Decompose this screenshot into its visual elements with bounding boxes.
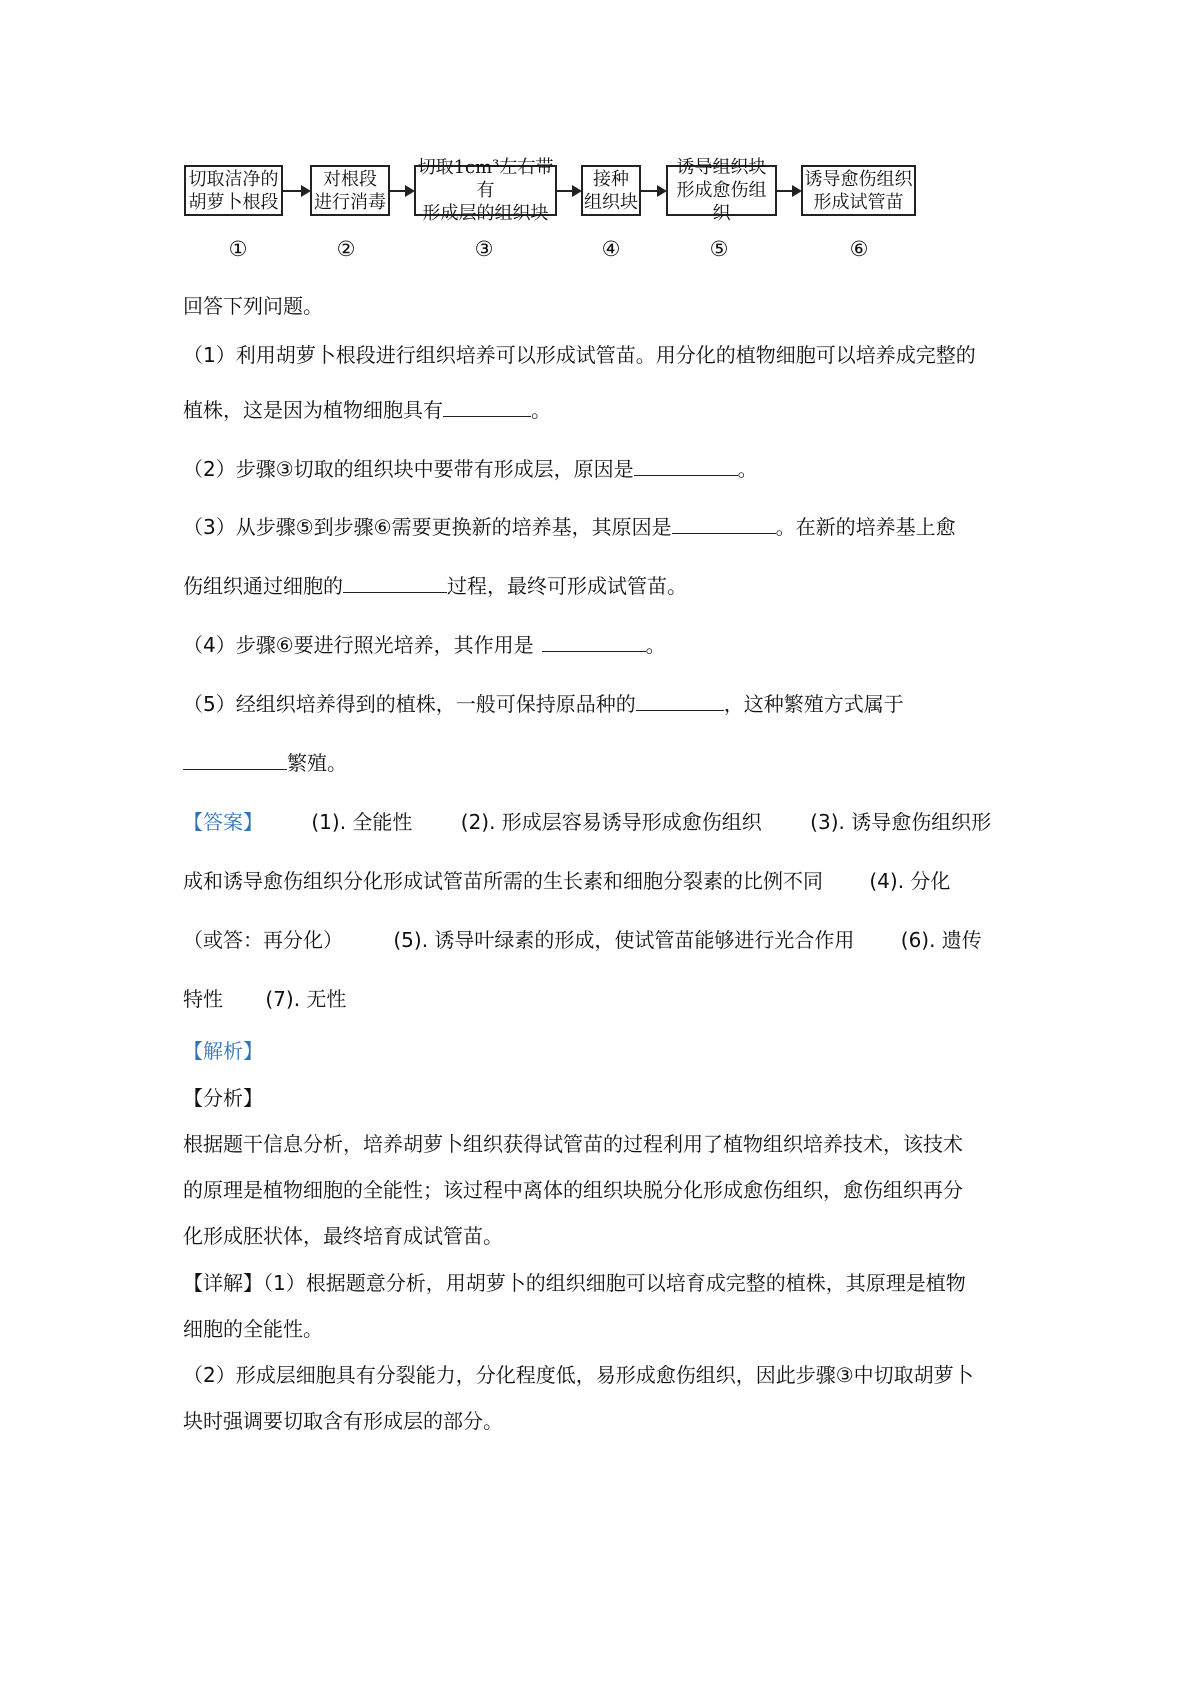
question-text: （3）从步骤⑤到步骤⑥需要更换新的培养基，其原因是 xyxy=(183,515,672,539)
answer-item: (5). 诱导叶绿素的形成，使试管苗能够进行光合作用 xyxy=(393,928,855,952)
answer-line-4 xyxy=(183,983,1029,1012)
answer-blank xyxy=(634,457,738,476)
flow-step-text: 切取洁净的 xyxy=(188,168,279,190)
answer-blank xyxy=(672,515,776,534)
flow-step-5 xyxy=(666,157,777,224)
answer-line-1 xyxy=(183,806,1029,835)
answer-item: (6). 遗传 xyxy=(900,928,982,952)
detail-line: （2）形成层细胞具有分裂能力，分化程度低，易形成愈伤组织，因此步骤③中切取胡萝卜 xyxy=(183,1363,974,1387)
answer-item: 特性 xyxy=(183,987,223,1011)
flow-step-text: 对根段 xyxy=(323,168,377,190)
question-text: 。 xyxy=(531,398,551,422)
detail-line: 块时强调要切取含有形成层的部分。 xyxy=(183,1409,503,1433)
question-5-line-2 xyxy=(183,747,1029,776)
question-text: （5）经组织培养得到的植株，一般可保持原品种的 xyxy=(183,692,636,716)
detail-line xyxy=(183,1267,1029,1296)
answer-line-2 xyxy=(183,865,1029,894)
question-text: 。在新的培养基上愈 xyxy=(775,515,956,539)
question-text: 。 xyxy=(645,633,666,657)
flow-step-text: 形成愈伤组织 xyxy=(676,180,767,224)
answer-item: (4). 分化 xyxy=(869,869,951,893)
flow-arrow xyxy=(283,190,309,192)
flow-step-text: 形成层的组织块 xyxy=(422,203,549,224)
question-5-line-1 xyxy=(183,688,1029,717)
answer-blank xyxy=(636,692,724,711)
question-2 xyxy=(183,453,1029,482)
flow-step-text: 接种 xyxy=(593,168,629,190)
flow-step-number: ② xyxy=(336,237,356,261)
question-text: （2）步骤③切取的组织块中要带有形成层，原因是 xyxy=(183,457,634,481)
flow-step-text: 切取1cm³左右带有 xyxy=(417,157,554,201)
analysis-sub-label: 【分析】 xyxy=(183,1086,263,1110)
analysis-paragraph: 化形成胚状体，最终培育成试管苗。 xyxy=(183,1224,503,1248)
flow-step-1 xyxy=(184,165,283,216)
flow-step-4 xyxy=(581,165,641,216)
flow-step-number: ① xyxy=(228,237,248,261)
question-1-line-2 xyxy=(183,394,1029,423)
detail-label: 【详解】 xyxy=(183,1271,263,1295)
flow-step-text: 组织块 xyxy=(584,191,638,213)
answer-item: (7). 无性 xyxy=(265,987,347,1011)
flow-arrow xyxy=(777,190,800,192)
detail-line: 细胞的全能性。 xyxy=(183,1317,323,1341)
flow-step-number: ⑥ xyxy=(849,237,869,261)
flow-arrow xyxy=(557,190,580,192)
answer-blank xyxy=(443,398,531,417)
answer-line-3 xyxy=(183,924,1029,953)
question-text: 植株，这是因为植物细胞具有 xyxy=(183,398,443,422)
flow-step-text: 诱导组织块 xyxy=(676,157,767,178)
flow-step-3 xyxy=(414,157,557,224)
flow-step-6 xyxy=(801,165,916,216)
question-1-line-1: （1）利用胡萝卜根段进行组织培养可以形成试管苗。用分化的植物细胞可以培养成完整的 xyxy=(183,343,976,367)
question-4 xyxy=(183,629,1029,658)
detail-text: （1）根据题意分析，用胡萝卜的组织细胞可以培育成完整的植株，其原理是植物 xyxy=(263,1271,966,1295)
flow-step-text: 胡萝卜根段 xyxy=(188,191,279,213)
flow-step-text: 形成试管苗 xyxy=(813,191,904,213)
flow-step-number: ④ xyxy=(601,237,621,261)
question-text: ，这种繁殖方式属于 xyxy=(723,692,904,716)
question-text: 繁殖。 xyxy=(287,751,347,775)
flow-step-number: ⑤ xyxy=(709,237,729,261)
answer-blank xyxy=(343,574,447,593)
question-text: （4）步骤⑥要进行照光培养，其作用是 xyxy=(183,633,534,657)
flow-step-2 xyxy=(310,165,390,216)
answer-item: 成和诱导愈伤组织分化形成试管苗所需的生长素和细胞分裂素的比例不同 xyxy=(183,869,823,893)
analysis-paragraph: 根据题干信息分析，培养胡萝卜组织获得试管苗的过程利用了植物组织培养技术，该技术 xyxy=(183,1132,963,1156)
flow-step-text: 诱导愈伤组织 xyxy=(804,168,913,190)
answer-item: （或答：再分化） xyxy=(183,928,343,952)
answer-item: (3). 诱导愈伤组织形 xyxy=(810,810,992,834)
question-3-line-1 xyxy=(183,511,1029,540)
question-text: 。 xyxy=(737,457,758,481)
question-3-line-2 xyxy=(183,570,1029,599)
answer-label: 【答案】 xyxy=(183,810,263,834)
flow-step-text: 进行消毒 xyxy=(314,191,386,213)
answer-blank xyxy=(542,633,646,652)
analysis-label: 【解析】 xyxy=(183,1039,263,1063)
answer-blank xyxy=(183,751,287,770)
answer-item: (2). 形成层容易诱导形成愈伤组织 xyxy=(460,810,762,834)
flow-arrow xyxy=(390,190,413,192)
flow-arrow xyxy=(641,190,665,192)
question-intro: 回答下列问题。 xyxy=(183,294,323,318)
flow-step-number: ③ xyxy=(474,237,494,261)
answer-item: (1). 全能性 xyxy=(311,810,413,834)
analysis-paragraph: 的原理是植物细胞的全能性；该过程中离体的组织块脱分化形成愈伤组织，愈伤组织再分 xyxy=(183,1178,963,1202)
question-text: 过程，最终可形成试管苗。 xyxy=(447,574,687,598)
question-text: 伤组织通过细胞的 xyxy=(183,574,343,598)
